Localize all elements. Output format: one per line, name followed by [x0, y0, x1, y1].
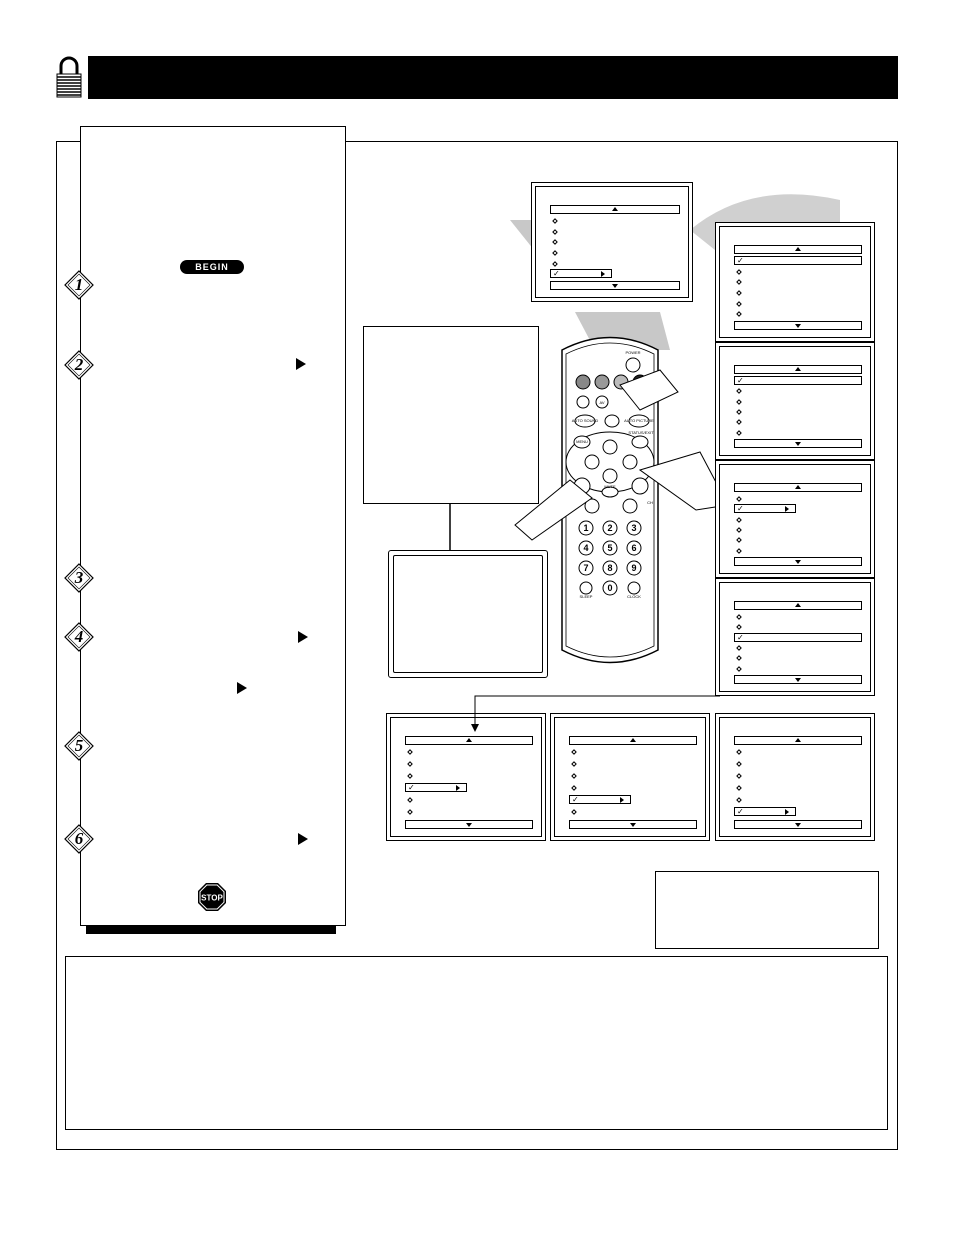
- step-panel: [80, 126, 346, 926]
- menu-item-selected: [734, 376, 862, 385]
- menu-item-selected: [734, 504, 796, 513]
- remote-auto-picture-label: AUTO PICTURE: [624, 418, 654, 423]
- check-icon: ✓: [572, 795, 579, 804]
- down-arrow-icon: [612, 284, 618, 288]
- down-arrow-icon: [795, 442, 801, 446]
- menu-scroll-up: [734, 736, 862, 745]
- menu-scroll-up: [734, 601, 862, 610]
- right-arrow-icon: [298, 631, 308, 643]
- down-arrow-icon: [466, 823, 472, 827]
- down-arrow-icon: [630, 823, 636, 827]
- header-bar: [88, 56, 898, 99]
- step-6-badge: [64, 824, 94, 854]
- check-icon: ✓: [737, 632, 744, 642]
- check-icon: ✓: [737, 504, 744, 514]
- step-3-badge: [64, 563, 94, 593]
- remote-clock-label: CLOCK: [627, 594, 641, 599]
- remote-ch-label: CH: [647, 500, 653, 505]
- begin-badge: BEGIN: [180, 260, 244, 274]
- info-box: [65, 956, 888, 1130]
- remote-status-exit-label: STATUS/EXIT: [628, 430, 654, 435]
- note-box: [655, 871, 879, 949]
- menu-screen: [531, 182, 693, 302]
- menu-scroll-down: [734, 820, 862, 829]
- menu-screen: [715, 222, 875, 342]
- remote-av-label: AV: [599, 400, 605, 405]
- menu-scroll-up: [550, 205, 680, 214]
- menu-scroll-down: [734, 557, 862, 566]
- check-icon: ✓: [737, 807, 744, 816]
- down-arrow-icon: [795, 678, 801, 682]
- menu-screen: [715, 713, 875, 841]
- menu-item-selected: [550, 269, 612, 278]
- remote-sleep-label: SLEEP: [579, 594, 593, 599]
- remote-key-3: 3: [631, 523, 637, 533]
- up-arrow-icon: [466, 738, 472, 742]
- up-arrow-icon: [630, 738, 636, 742]
- stop-sign-icon: [197, 882, 227, 912]
- menu-screen: [715, 342, 875, 460]
- remote-power-label: POWER: [625, 350, 641, 355]
- menu-screen: [715, 460, 875, 578]
- right-arrow-icon: [296, 358, 306, 370]
- right-arrow-icon: [785, 809, 789, 815]
- remote-key-2: 2: [607, 523, 613, 533]
- menu-scroll-down: [550, 281, 680, 290]
- check-icon: ✓: [408, 783, 415, 792]
- down-arrow-icon: [795, 324, 801, 328]
- up-arrow-icon: [612, 207, 618, 211]
- menu-item-selected: [734, 633, 862, 642]
- remote-menu-label: MENU: [576, 439, 588, 444]
- remote-key-5: 5: [607, 543, 613, 553]
- menu-item-selected: [734, 807, 796, 816]
- check-icon: ✓: [737, 256, 744, 265]
- menu-scroll-up: [569, 736, 697, 745]
- step-4-badge: [64, 622, 94, 652]
- remote-auto-sound-label: AUTO SOUND: [571, 418, 599, 423]
- step-5-number: 5: [74, 736, 84, 755]
- up-arrow-icon: [795, 485, 801, 489]
- up-arrow-icon: [795, 603, 801, 607]
- menu-scroll-down: [734, 321, 862, 330]
- remote-mute-label: MUTE: [604, 484, 616, 489]
- menu-screen-inner: [554, 717, 706, 837]
- menu-screen-inner: [719, 717, 871, 837]
- menu-item-selected: [734, 256, 862, 265]
- menu-scroll-down: [734, 439, 862, 448]
- menu-item-selected: [569, 795, 631, 804]
- remote-key-8: 8: [607, 563, 613, 573]
- remote-key-1: 1: [583, 523, 589, 533]
- menu-scroll-down: [405, 820, 533, 829]
- step-1-number: 1: [74, 275, 84, 294]
- up-arrow-icon: [795, 367, 801, 371]
- down-arrow-icon: [795, 560, 801, 564]
- menu-scroll-up: [734, 365, 862, 374]
- right-arrow-icon: [620, 797, 624, 803]
- step-6-number: 6: [74, 829, 84, 848]
- check-icon: ✓: [737, 376, 744, 385]
- right-arrow-icon: [601, 271, 605, 277]
- up-arrow-icon: [795, 738, 801, 742]
- remote-key-9: 9: [631, 563, 637, 573]
- menu-screen: [715, 578, 875, 696]
- menu-screen-inner: [390, 717, 542, 837]
- connector-line: [470, 690, 730, 735]
- stop-label: STOP: [201, 893, 223, 903]
- menu-scroll-down: [569, 820, 697, 829]
- check-icon: ✓: [553, 269, 560, 279]
- remote-key-4: 4: [583, 543, 589, 553]
- right-arrow-icon: [237, 682, 247, 694]
- down-arrow-icon: [795, 823, 801, 827]
- right-arrow-icon: [785, 506, 789, 512]
- menu-scroll-down: [734, 675, 862, 684]
- step-2-badge: [64, 350, 94, 380]
- step-2-number: 2: [74, 355, 84, 374]
- lock-icon: [56, 56, 82, 98]
- remote-key-7: 7: [583, 563, 589, 573]
- right-arrow-icon: [456, 785, 460, 791]
- menu-item-selected: [405, 783, 467, 792]
- remote-key-0: 0: [607, 583, 613, 593]
- menu-scroll-up: [405, 736, 533, 745]
- menu-scroll-up: [734, 245, 862, 254]
- up-arrow-icon: [795, 247, 801, 251]
- step-4-number: 4: [74, 627, 84, 646]
- menu-scroll-up: [734, 483, 862, 492]
- step-3-number: 3: [74, 568, 84, 587]
- right-arrow-icon: [298, 833, 308, 845]
- step-1-badge: [64, 270, 94, 300]
- remote-control: [500, 330, 740, 675]
- step-5-badge: [64, 731, 94, 761]
- remote-key-6: 6: [631, 543, 637, 553]
